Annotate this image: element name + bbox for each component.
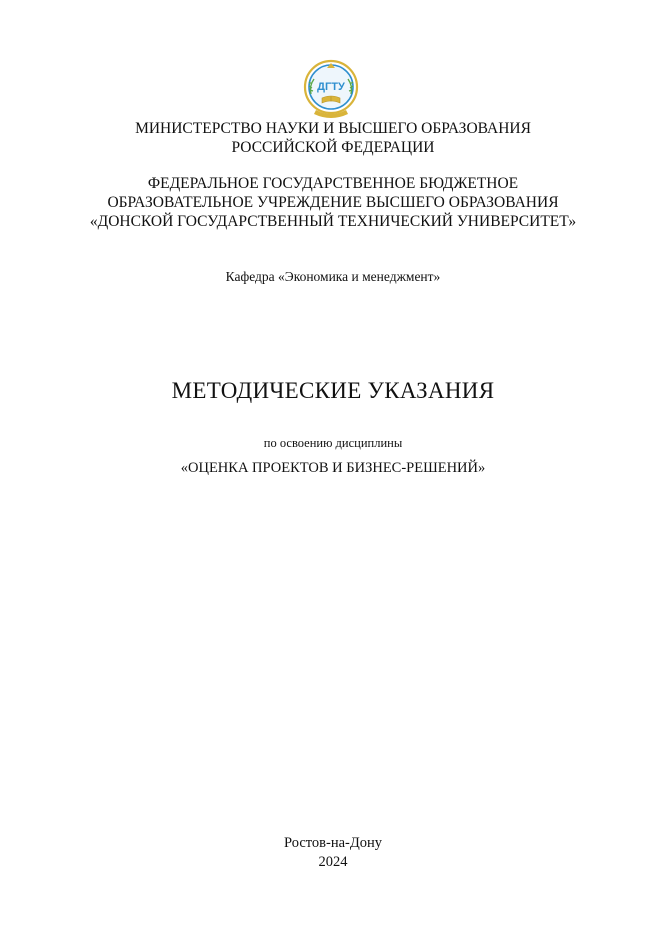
city: Ростов-на-Дону [284,835,382,851]
document-title: МЕТОДИЧЕСКИЕ УКАЗАНИЯ [171,378,495,403]
discipline-name: «ОЦЕНКА ПРОЕКТОВ И БИЗНЕС-РЕШЕНИЙ» [180,460,486,476]
logo-text: ДГТУ [317,81,345,93]
department-name: Кафедра «Экономика и менеджмент» [225,269,441,284]
document-subtitle: по освоению дисциплины [263,436,403,450]
university-emblem-icon [302,58,360,120]
institution-line-3: «ДОНСКОЙ ГОСУДАРСТВЕННЫЙ ТЕХНИЧЕСКИЙ УНИВЕРСИТЕТ» [89,213,577,230]
year: 2024 [318,854,348,870]
ministry-line-1: МИНИСТЕРСТВО НАУКИ И ВЫСШЕГО ОБРАЗОВАНИЯ [135,120,531,137]
institution-line-1: ФЕДЕРАЛЬНОЕ ГОСУДАРСТВЕННОЕ БЮДЖЕТНОЕ [147,175,519,192]
ministry-line-2: РОССИЙСКОЙ ФЕДЕРАЦИИ [231,139,435,156]
institution-line-2: ОБРАЗОВАТЕЛЬНОЕ УЧРЕЖДЕНИЕ ВЫСШЕГО ОБРАЗОВАНИЯ [107,194,559,211]
